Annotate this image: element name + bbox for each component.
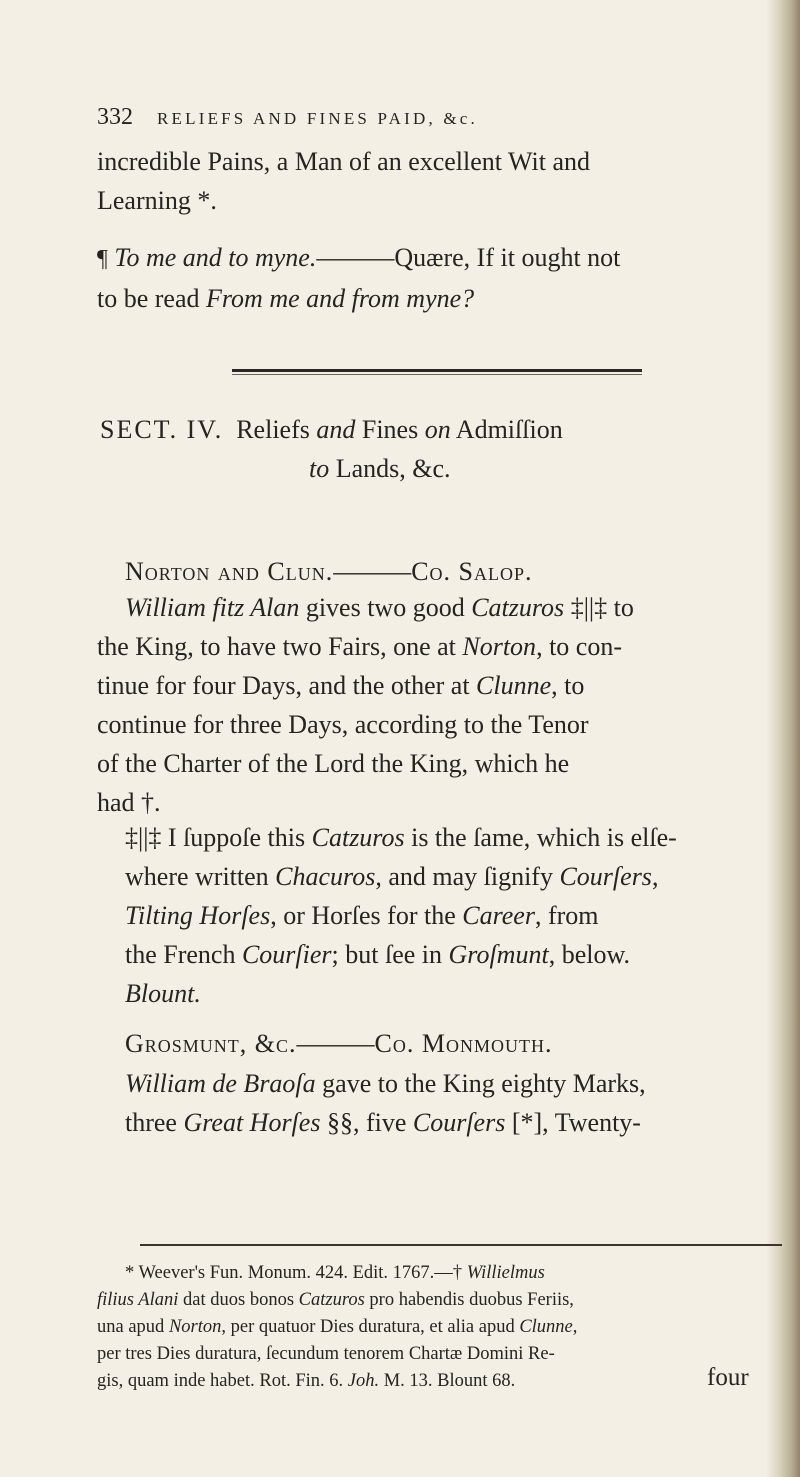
entry-heading-norton	[97, 552, 757, 591]
text-run: three	[125, 1108, 184, 1137]
text-run: §§, five	[320, 1108, 413, 1137]
running-head	[97, 104, 737, 131]
footnotes	[97, 1260, 787, 1395]
entry-line	[97, 1064, 757, 1103]
section-title-word: to	[309, 454, 330, 483]
term-chacuros: Chacuros	[275, 862, 376, 891]
query-paragraph	[97, 238, 757, 318]
term-catzuros: Catzuros	[298, 1290, 365, 1310]
text-run: ; but ſee in	[331, 940, 449, 969]
grantor-name: William fitz Alan	[125, 593, 300, 622]
county-name: Co. Salop.	[411, 557, 533, 586]
text-run: * Weever's Fun. Monum. 424. Edit. 1767.—†	[125, 1263, 467, 1283]
query-phrase-alt: From me and from myne?	[206, 284, 475, 313]
place-name: Grosmunt, &c.	[125, 1029, 297, 1058]
section-title-word: Admiſſion	[455, 415, 563, 444]
section-heading-line	[97, 410, 757, 449]
text-run: dat duos bonos	[178, 1290, 299, 1310]
footnote-line	[97, 1314, 787, 1341]
paragraph-mark: ¶	[97, 246, 108, 272]
latin-name: filius Alani	[97, 1290, 179, 1310]
text-run: pro habendis duobus Feriis,	[364, 1290, 574, 1310]
text-run: , and may ſignify	[375, 862, 560, 891]
term-catzuros: Catzuros	[311, 823, 405, 852]
place-clunne: Clunne	[476, 671, 552, 700]
page-spine-shadow	[766, 0, 800, 1477]
text-run: , or Horſes for the	[270, 901, 463, 930]
footnote-line: per tres Dies duratura, ſecundum tenorem Chartæ Domini Re-	[97, 1344, 555, 1364]
text-run: where written	[125, 862, 276, 891]
term-grosmunt: Groſmunt	[448, 940, 549, 969]
section-divider	[232, 369, 642, 372]
term-catzuros: Catzuros	[471, 593, 565, 622]
section-title-word: Reliefs	[236, 415, 310, 444]
annotation-line	[97, 935, 757, 974]
section-title-word: Fines	[361, 415, 419, 444]
annotation-line	[97, 896, 757, 935]
running-head-title: RELIEFS AND FINES PAID, &c.	[157, 109, 478, 128]
place-name: Norton and Clun.	[125, 557, 334, 586]
term-career: Career	[462, 901, 535, 930]
text-run: , below.	[548, 940, 631, 969]
text-run: is the ſame, which is elſe-	[404, 823, 677, 852]
place-norton: Norton	[168, 1317, 222, 1337]
text-run: gis, quam inde habet. Rot. Fin. 6.	[97, 1371, 348, 1391]
annotation-line	[97, 818, 757, 857]
footnote-line	[97, 1368, 787, 1395]
reference-joh: Joh.	[347, 1371, 380, 1391]
entry-heading-grosmunt	[97, 1024, 757, 1063]
term-coursier: Courſier	[241, 940, 332, 969]
section-heading-line	[97, 449, 757, 488]
text-run: , to	[551, 671, 585, 700]
term-tilting-horses: Tilting Horſes	[125, 901, 271, 930]
term-coursers: Courſers	[559, 862, 652, 891]
entry-line	[97, 666, 757, 705]
text-run: [*], Twenty-	[505, 1108, 641, 1137]
text-run: M. 13. Blount 68.	[379, 1371, 516, 1391]
entry-line	[97, 627, 757, 666]
text-run: gave to the King eighty Marks,	[315, 1069, 646, 1098]
entry-line: continue for three Days, according to the Tenor	[97, 710, 589, 739]
text-run: the French	[125, 940, 242, 969]
text-run: the King, to have two Fairs, one at	[97, 632, 463, 661]
footnote-line	[97, 1287, 787, 1314]
query-phrase: To me and to myne.	[114, 243, 317, 272]
annotation-catzuros	[97, 818, 757, 1013]
entry-text-norton	[97, 588, 757, 822]
page-number: 332	[97, 104, 133, 130]
place-clunne: Clunne	[519, 1317, 573, 1337]
text-run: tinue for four Days, and the other at	[97, 671, 477, 700]
query-text: to be read	[97, 284, 200, 313]
heading-dash: ———	[333, 557, 412, 586]
entry-text-grosmunt	[97, 1064, 757, 1142]
section-title-word: Lands, &c.	[335, 454, 451, 483]
text-run: ,	[651, 862, 659, 891]
section-title-word: on	[424, 415, 451, 444]
term-great-horses: Great Horſes	[183, 1108, 321, 1137]
latin-name: Willielmus	[466, 1263, 545, 1283]
section-heading	[97, 410, 757, 488]
footnote-line	[97, 1260, 787, 1287]
footnote-rule	[140, 1244, 782, 1246]
place-norton: Norton	[462, 632, 537, 661]
grantor-name: William de Braoſa	[125, 1069, 316, 1098]
entry-line: had †.	[97, 788, 161, 817]
query-line	[97, 279, 757, 318]
entry-line	[97, 588, 757, 627]
annotation-author: Blount.	[125, 979, 201, 1008]
entry-line	[97, 1103, 757, 1142]
intro-line: Learning *.	[97, 186, 217, 215]
text-run: , from	[534, 901, 599, 930]
catchword: four	[707, 1364, 749, 1391]
entry-heading-line	[97, 1024, 757, 1063]
intro-line: incredible Pains, a Man of an excellent Wit and	[97, 147, 591, 176]
text-run: , to con-	[536, 632, 622, 661]
text-run: ‡||‡ I ſuppoſe this	[125, 823, 312, 852]
section-label: SECT. IV.	[100, 415, 224, 444]
section-title-word: and	[316, 415, 356, 444]
text-run: una apud	[97, 1317, 169, 1337]
intro-paragraph	[97, 142, 757, 220]
text-run: ‡||‡ to	[564, 593, 634, 622]
text-run: , per quatuor Dies duratura, et alia apud	[221, 1317, 520, 1337]
entry-heading-line	[97, 552, 757, 591]
text-run: gives two good	[299, 593, 472, 622]
county-name: Co. Monmouth.	[374, 1029, 553, 1058]
term-coursers: Courſers	[412, 1108, 506, 1137]
heading-dash: ———	[296, 1029, 375, 1058]
entry-line: of the Charter of the Lord the King, which he	[97, 749, 570, 778]
annotation-line	[97, 857, 757, 896]
query-line	[97, 238, 757, 279]
section-divider-thin	[232, 374, 642, 375]
query-dash: ———	[316, 243, 395, 272]
text-run: ,	[572, 1317, 578, 1337]
query-text: Quære, If it ought not	[394, 243, 621, 272]
